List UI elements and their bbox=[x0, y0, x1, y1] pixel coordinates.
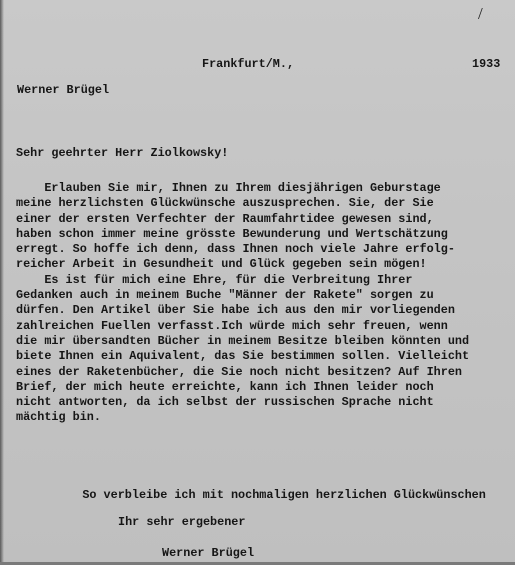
letter-place: Frankfurt/M., bbox=[202, 57, 295, 71]
body-line: haben schon immer meine grösste Bewunderung und Wertschätzung bbox=[16, 226, 448, 241]
body-line: mächtig bin. bbox=[16, 410, 101, 425]
letter-year: 1933 bbox=[472, 57, 501, 71]
body-line: biete Ihnen ein Aquivalent, das Sie bestimmen sollen. Vielleicht bbox=[16, 349, 470, 364]
body-line: die mir übersandten Bücher in meinem Besitze bleiben könnten und bbox=[16, 333, 470, 348]
letter-body bbox=[16, 181, 469, 426]
body-line: Brief, der mich heute erreichte, kann ich Ihnen leider noch bbox=[16, 379, 434, 394]
body-line: nicht antworten, da ich selbst der russischen Sprache nicht bbox=[16, 395, 434, 410]
body-line: dürfen. Den Artikel über Sie habe ich aus den mir vorliegenden bbox=[16, 303, 455, 318]
body-line: Erlauben Sie mir, Ihnen zu Ihrem diesjährigen Geburstage bbox=[16, 181, 441, 195]
letter-regards: Ihr sehr ergebener bbox=[118, 515, 246, 529]
body-line: Es ist für mich eine Ehre, für die Verbreitung Ihrer bbox=[16, 272, 413, 287]
letter-signature: Werner Brügel bbox=[162, 546, 255, 560]
body-line: reicher Arbeit in Gesundheit und Glück gegeben sein mögen! bbox=[16, 257, 427, 272]
body-line: Gedanken auch in meinem Buche "Männer der Rakete" sorgen zu bbox=[16, 288, 434, 303]
body-line: erregt. So hoffe ich denn, dass Ihnen noch viele Jahre erfolg- bbox=[16, 242, 455, 257]
page-mark: / bbox=[478, 4, 483, 23]
letter-closing: So verbleibe ich mit nochmaligen herzlichen Glückwünschen bbox=[54, 488, 486, 502]
letter-sender: Werner Brügel bbox=[17, 83, 110, 97]
scan-edge-left bbox=[0, 0, 4, 565]
body-line: zahlreichen Fuellen verfasst.Ich würde mich sehr freuen, wenn bbox=[16, 318, 448, 333]
letter-salutation: Sehr geehrter Herr Ziolkowsky! bbox=[16, 146, 229, 160]
body-line: eines der Raketenbücher, die Sie noch nicht besitzen? Auf Ihren bbox=[16, 364, 462, 379]
body-line: meine herzlichsten Glückwünsche auszusprechen. Sie, der Sie bbox=[16, 196, 434, 211]
body-line: einer der ersten Verfechter der Raumfahrtidee gewesen sind, bbox=[16, 211, 434, 226]
